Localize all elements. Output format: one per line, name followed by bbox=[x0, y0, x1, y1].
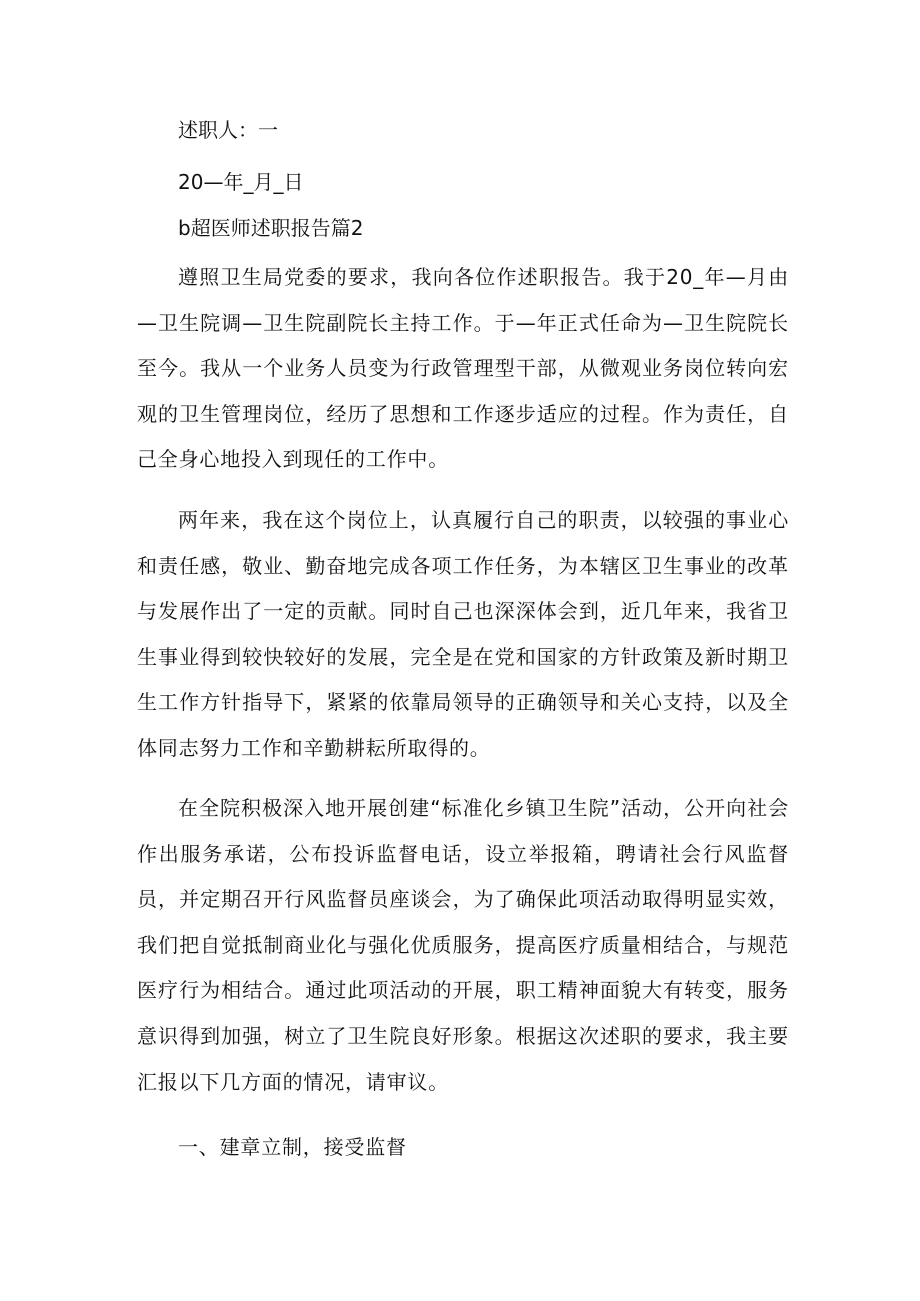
section-title: b超医师述职报告篇2 bbox=[178, 216, 364, 240]
body-paragraph-1: 遵照卫生局党委的要求，我向各位作述职报告。我于20_年—月由—卫生院调—卫生院副院长主持工作。于—年正式任命为—卫生院院长至今。我从一个业务人员变为行政管理型干部，从微观业务岗位转向宏观的卫生管理岗位，经历了思想和工作逐步适应的过程。作为责任，自己全身心地投入到现任的工作中。 bbox=[137, 265, 789, 472]
body-paragraph-2: 两年来，我在这个岗位上，认真履行自己的职责，以较强的事业心和责任感，敬业、勤奋地完成各项工作任务，为本辖区卫生事业的改革与发展作出了一定的贡献。同时自己也深深体会到，近几年来，我省卫生事业得到较快较好的发展，完全是在党和国家的方针政策及新时期卫生工作方针指导下，紧紧的依靠局领导的正确领导和关心支持，以及全体同志努力工作和辛勤耕耘所取得的。 bbox=[137, 508, 789, 760]
body-paragraph-3: 在全院积极深入地开展创建“标准化乡镇卫生院”活动，公开向社会作出服务承诺，公布投诉监督电话，设立举报箱，聘请社会行风监督员，并定期召开行风监督员座谈会，为了确保此项活动取得明显实效，我们把自觉抵制商业化与强化优质服务，提高医疗质量相结合，与规范医疗行为相结合。通过此项活动的开展，职工精神面貌大有转变，服务意识得到加强，树立了卫生院良好形象。根据这次述职的要求，我主要汇报以下几方面的情况，请审议。 bbox=[137, 796, 789, 1094]
date-line: 20—年_月_日 bbox=[178, 170, 304, 194]
subheading: 一、建章立制，接受监督 bbox=[178, 1135, 407, 1159]
signature-line: 述职人：一 bbox=[178, 118, 278, 142]
